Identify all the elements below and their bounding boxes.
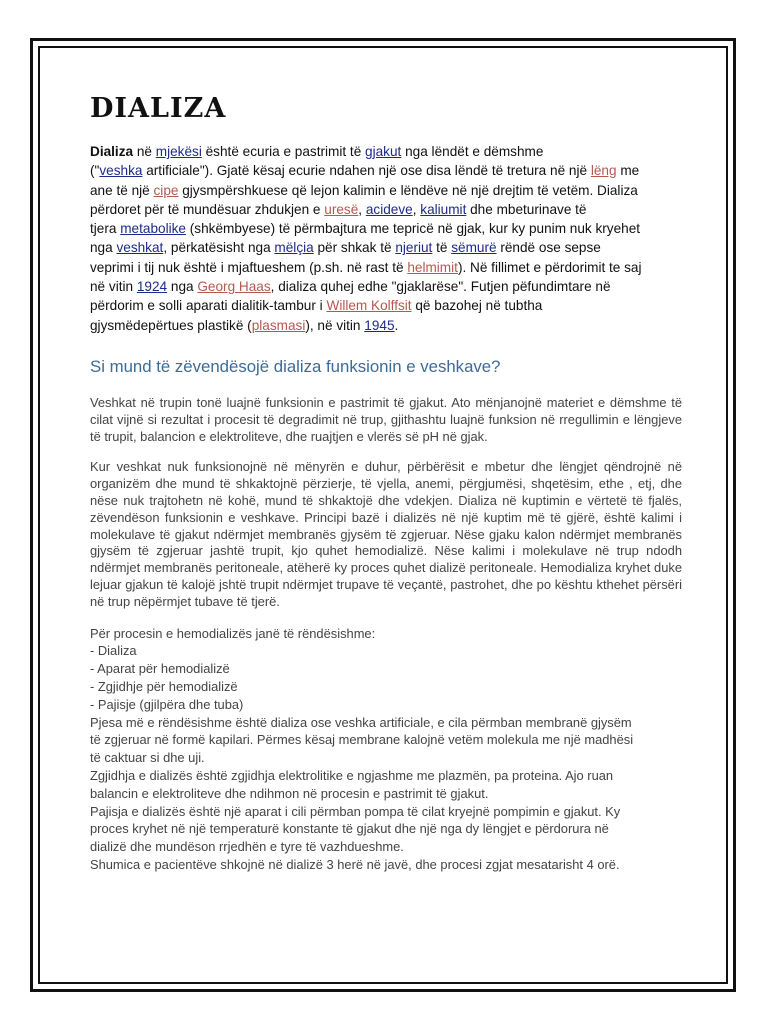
intro-link[interactable]: plasmasi [251,317,306,333]
intro-text: dhe mbeturinave të [466,201,587,217]
list-line: - Pajisje (gjilpëra dhe tuba) [90,696,244,712]
intro-link[interactable]: 1945 [364,317,395,333]
list-line: të caktuar si dhe uji. [90,750,205,766]
dialysis-principle-paragraph: Kur veshkat nuk funksionojnë në mënyrën e duhur, përbërësit e mbetur dhe lëngjet qëndrojnë në organizëm dhe mund të shkaktojnë përzierje, të vjella, anemi, përgjumësi, shqetësim, ethe , etj, dhe nëse nuk trajtohetn në kohë, mund të shkaktojë dhe vdekjen. Dializa në kuptimin e vërtetë të fjalës, zëvendëson funksionin e veshkave. Principi bazë i dializës në një kuptim më të gjërë, është kalimi i molekulave të gjakut ndërmjet membranës gjysëm të zgjeruar. Nëse gjaku kalon ndërmjet membranës gjysëm të zgjeruar jashtë trupit, kjo quhet hemodializë. Nëse kalimi i molekulave në trup ndodh ndërmjet membranës peritoneale, atëherë ky proces quhet dializë peritoneale. Hemodializa kryhet duke lejuar gjakun të kalojë jshtë trupit ndërmjet trupave të veçantë, pastrohet, dhe po kështu kthehet përsëri në trup nëpërmjet tubave të tjerë. [90,459,682,609]
intro-paragraph [90,142,682,335]
intro-text: që bazohej në tubtha [411,298,543,314]
document-title: DIALIZA [90,93,227,124]
kidney-function-paragraph: Veshkat në trupin tonë luajnë funksionin e pastrimit të gjakut. Ato mënjanojnë materiet e dëmshme të cilat vijnë si rezultat i procesit të degradimit në trup, gjithashtu luajnë funksion në rregullimin e lëngjeve të trupit, balancion e elektroliteve, dhe ruajtjen e vlerës së pH në gjak. [90,394,682,444]
intro-link[interactable]: 1924 [136,279,168,295]
intro-link[interactable]: sëmurë [451,240,497,256]
list-line: Pjesa më e rëndësishme është dializa ose veshka artificiale, e cila përmban membranë gjysëm [90,714,632,730]
intro-text: në vitin [90,279,137,295]
list-line: Për procesin e hemodializës janë të rëndësishme: [90,625,376,641]
intro-link[interactable]: mjekësi [155,144,202,159]
list-line: - Zgjidhje për hemodializë [90,678,238,694]
intro-text: rëndë ose sepse [496,240,601,256]
intro-link[interactable]: helmimit [407,259,458,275]
intro-text: gjysmpërshkuese që lejon kalimin e lëndëve në një drejtim të vetëm. Dializa [178,182,638,198]
intro-text: , [358,201,366,217]
intro-text: është ecuria e pastrimit të [201,144,366,159]
intro-text: nga [90,240,117,256]
intro-text: (" [90,163,100,179]
intro-text: gjysmëdepërtues plastikë ( [90,317,252,333]
intro-text: ), në vitin [305,317,365,333]
intro-text: përdorim e solli aparati dialitik-tambur i [90,298,327,314]
intro-text: përdoret për të mundësuar zhdukjen e [90,201,325,217]
intro-link[interactable]: Georg Haas [197,279,271,295]
intro-text: nga [167,279,198,295]
intro-text: ane të një [90,182,154,198]
intro-link[interactable]: lëng [590,163,617,179]
list-line: të zgjeruar në formë kapilari. Përmes kësaj membrane kalojnë vetëm molekula me një madhësi [90,732,634,748]
intro-link[interactable]: cipe [153,182,179,198]
intro-text: me [616,163,640,179]
intro-text: për shkak të [313,240,396,256]
intro-link[interactable]: gjakut [365,144,402,159]
intro-text: , përkatësisht nga [163,240,275,256]
intro-text: tjera [90,221,121,237]
intro-link[interactable]: kaliumit [420,201,467,217]
intro-text: të [432,240,452,256]
intro-text: ). Në fillimet e përdorimit te saj [457,259,642,275]
intro-text: (shkëmbyese) të përmbajtura me tepricë në gjak, kur ky punim nuk kryehet [185,221,641,237]
intro-text: nga lëndët e dëmshme [401,144,544,159]
document-content [90,92,682,874]
list-line: - Dializa [90,643,137,659]
intro-link[interactable]: veshkat [116,240,164,256]
intro-text: në [133,144,156,159]
intro-bold-term: Dializa [90,144,134,159]
list-line: - Aparat për hemodializë [90,661,230,677]
list-line: dializë dhe mundëson rrjedhën e tyre të vazhdueshme. [90,839,404,855]
section-heading: Si mund të zëvendësojë dializa funksionin e veshkave? [90,356,501,376]
intro-link[interactable]: njeriut [395,240,433,256]
intro-link[interactable]: acideve [365,201,413,217]
intro-link[interactable]: veshka [99,163,143,179]
list-line: balancin e elektroliteve dhe ndihmon në procesin e pastrimit të gjakut. [90,785,489,801]
intro-link[interactable]: mëlçia [274,240,314,256]
intro-link[interactable]: metabolike [120,221,186,237]
list-line: Zgjidhja e dializës është zgjidhja elektrolitike e ngjashme me plazmën, pa proteina. Ajo ruan [90,767,614,783]
intro-text: . [394,317,399,333]
list-line: Shumica e pacientëve shkojnë në dializë 3 herë në javë, dhe procesi zgjat mesatarisht 4 orë. [90,856,620,872]
intro-text: veprimi i tij nuk është i mjaftueshem (p.sh. në rast të [90,259,408,275]
intro-link[interactable]: Willem Kolffsit [326,298,412,314]
intro-text: artificiale"). Gjatë kësaj ecurie ndahen një ose disa lëndë të tretura në një [142,163,591,179]
list-line: proces kryhet në një temperaturë konstante të gjakut dhe një nga dy lëngjet e përdorura në [90,821,609,837]
intro-text: , [412,201,421,217]
hemodialysis-requirements [90,625,682,874]
intro-text: , dializa quhej edhe "gjaklarëse". Futjen pëfundimtare në [270,279,611,295]
list-line: Pajisja e dializës është një aparat i cili përmban pompa të cilat kryejnë pompimin e gjakut. Ky [90,803,621,819]
intro-link[interactable]: uresë [324,201,359,217]
